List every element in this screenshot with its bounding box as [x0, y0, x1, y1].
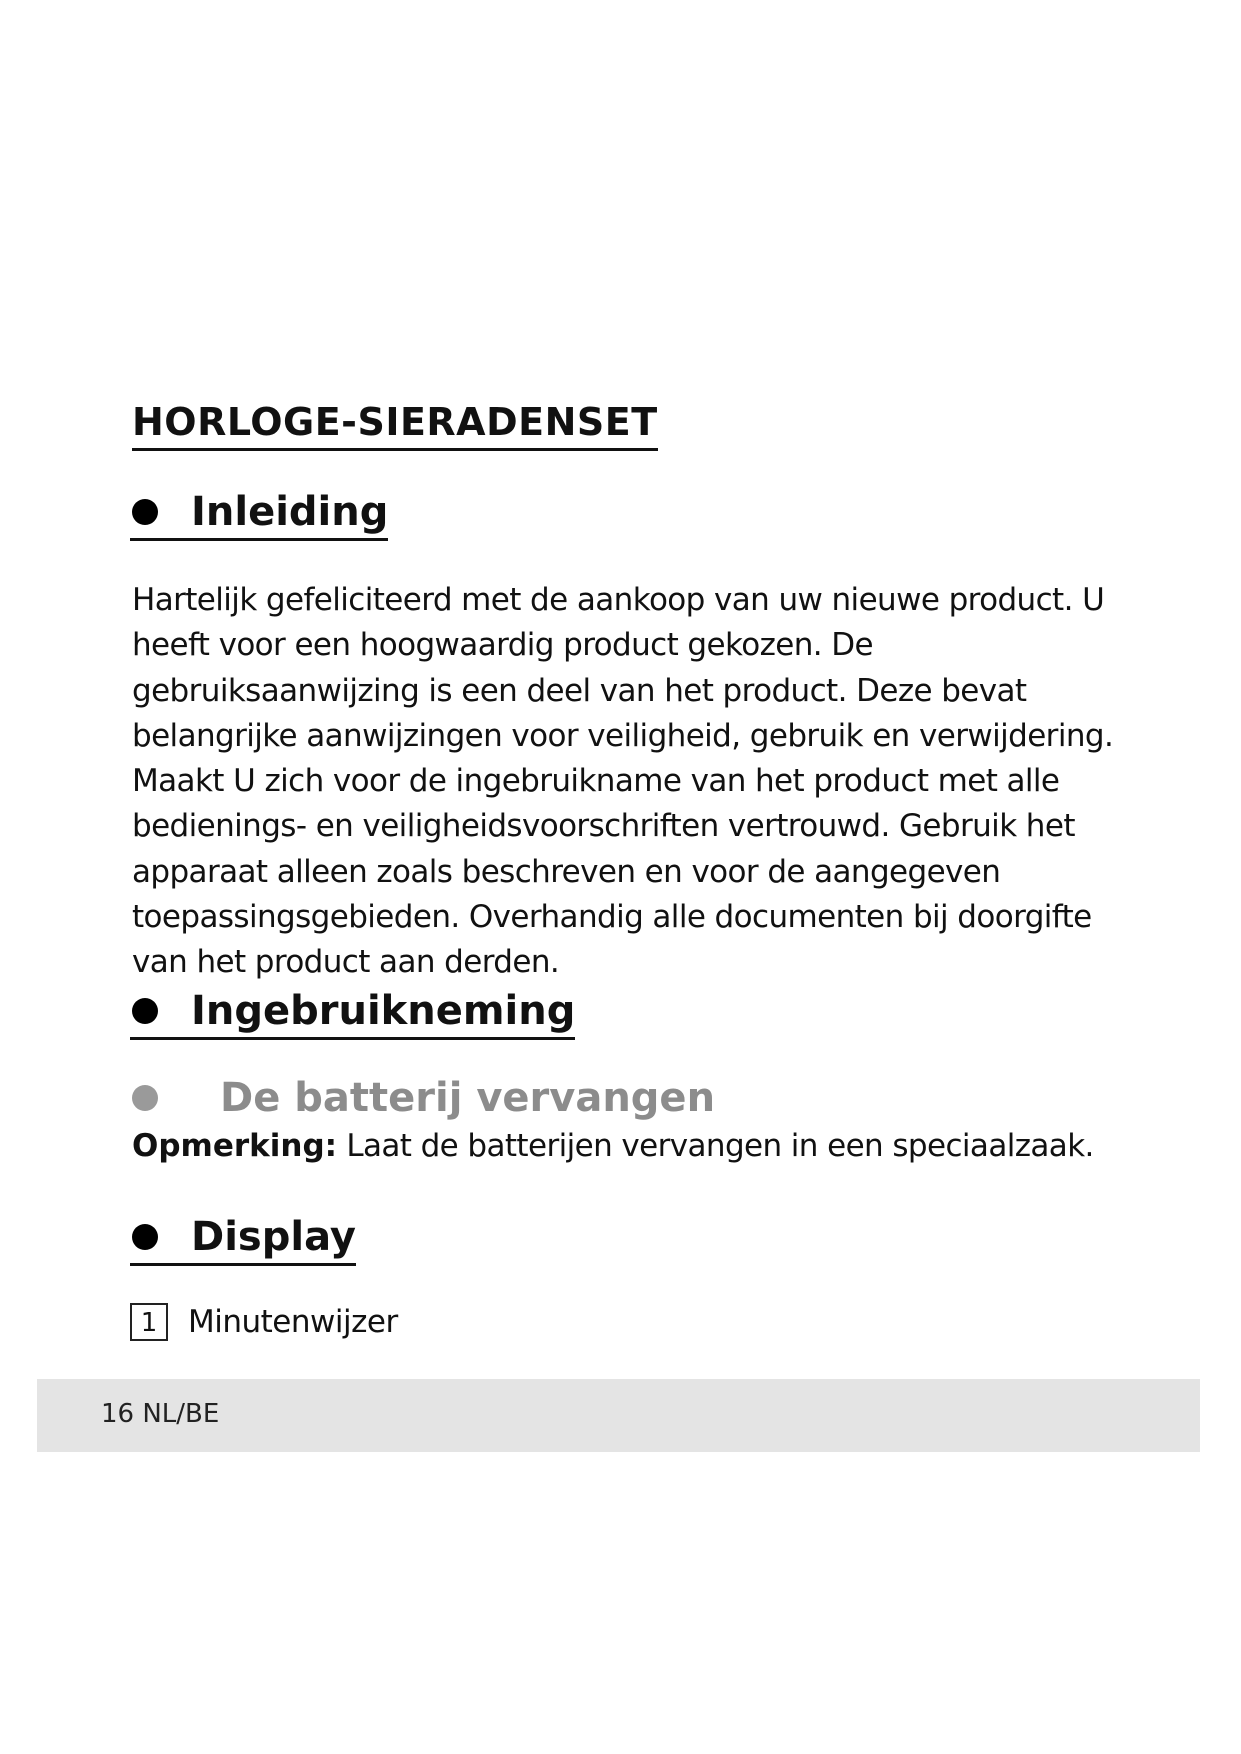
- section-heading-ingebruikneming: [130, 985, 575, 1040]
- note-label: Opmerking:: [132, 1128, 338, 1164]
- intro-paragraph: Hartelijk gefeliciteerd met de aankoop van uw nieuwe product. U heeft voor een hoogwaardig product gekozen. De gebruiksaanwijzing is een deel van het product. Deze bevat belangrijke aanwijzingen voor veiligheid, gebruik en verwijdering. Maakt U zich voor de ingebruikname van het product met alle bedienings- en veiligheidsvoorschriften vertrouwd. Gebruik het apparaat alleen zoals beschreven en voor de aangegeven toepassingsgebieden. Overhandig alle documenten bij doorgifte van het product aan derden.: [132, 582, 1114, 981]
- bullet-icon: [132, 499, 158, 525]
- note: [132, 1124, 1094, 1168]
- section-heading-label: Display: [191, 1214, 356, 1260]
- subheading-battery: [130, 1074, 715, 1122]
- section-heading-display: [130, 1211, 356, 1266]
- page-footer: [37, 1379, 1200, 1452]
- page-number: 16 NL/BE: [101, 1399, 220, 1429]
- legend-number-box: 1: [130, 1303, 168, 1341]
- section-heading-label: Inleiding: [191, 489, 389, 535]
- section-heading-label: Ingebruikneming: [191, 988, 576, 1034]
- bullet-icon: [132, 1085, 158, 1111]
- section-heading-inleiding: [130, 486, 388, 541]
- subheading-label: De batterij vervangen: [220, 1075, 716, 1121]
- bullet-icon: [132, 1224, 158, 1250]
- legend-item: [130, 1303, 398, 1341]
- legend-label: Minutenwijzer: [188, 1304, 398, 1340]
- note-text: Laat de batterijen vervangen in een speciaalzaak.: [337, 1128, 1094, 1164]
- bullet-icon: [132, 998, 158, 1024]
- page-title: HORLOGE-SIERADENSET: [132, 398, 658, 451]
